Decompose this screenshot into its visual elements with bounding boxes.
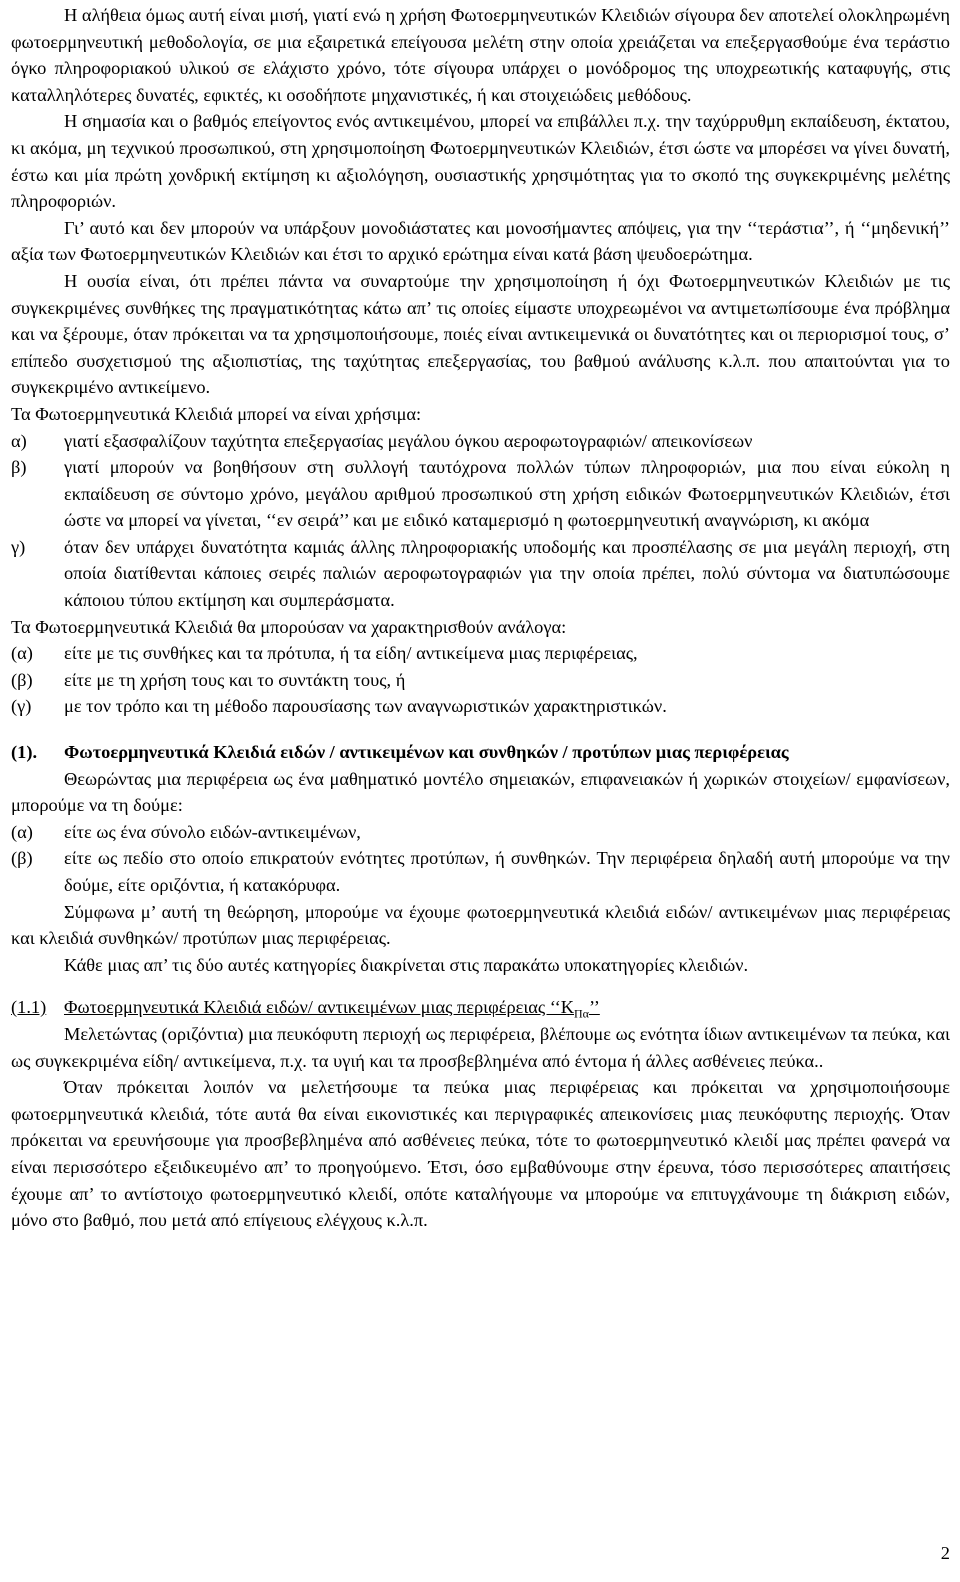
page-number: 2: [940, 1543, 950, 1563]
spacer: [11, 978, 950, 994]
list-item: [11, 667, 950, 694]
list-item: [11, 819, 950, 846]
characterize-intro: Τα Φωτοερμηνευτικά Κλειδιά θα μπορούσαν να χαρακτηρισθούν ανάλογα:: [11, 616, 567, 637]
paragraph: Θεωρώντας μια περιφέρεια ως ένα μαθηματικό μοντέλο σημειακών, επιφανειακών ή χωρικών στοιχείων/ εμφανίσεων, μπορούμε να τη δούμε:: [11, 768, 950, 816]
paragraph: Όταν πρόκειται λοιπόν να μελετήσουμε τα πεύκα μιας περιφέρειας και πρόκειται να χρησιμοποιήσουμε φωτοερμηνευτικά κλειδιά, τότε αυτά θα είναι εικονιστικές και περιγραφικές απεικονίσεις μιας πευκόφυτης περιοχής. Όταν πρόκειται να ερευνήσουμε για προσβεβλημένα από ασθένειες πεύκα, τότε το φωτοερμηνευτικό κλειδί μας πρέπει φανερά να είναι περισσότερο εξειδικευμένο απ’ το προηγούμενο. Έτσι, όσο εμβαθύνουμε στην έρευνα, τόσο περισσότερες απαιτήσεις έχουμε απ’ το αντίστοιχο φωτοερμηνευτικό κλειδί, οπότε καταλήγουμε να μπορούμε να επιτυγχάνουμε τη διάκριση ειδών, μόνο στο βαθμό, που μετά από επίγειους ελέγχους κ.λ.π.: [11, 1077, 950, 1231]
list-text: με τον τρόπο και τη μέθοδο παρουσίασης των αναγνωριστικών χαρακτηριστικών.: [64, 696, 667, 717]
spacer: [11, 720, 950, 739]
subsection-title-close: ’’: [588, 997, 600, 1018]
list-label: (α): [11, 643, 33, 664]
list-text: είτε με τη χρήση τους και το συντάκτη τους, ή: [64, 669, 406, 690]
list-item: [11, 534, 950, 614]
list-label: α): [11, 430, 27, 451]
list-label: γ): [11, 536, 26, 557]
list-text: είτε με τις συνθήκες και τα πρότυπα, ή τα είδη/ αντικείμενα μιας περιφέρειας,: [64, 643, 638, 664]
list-item: [11, 454, 950, 534]
list-text: όταν δεν υπάρχει δυνατότητα καμιάς άλλης πληροφοριακής υποδομής και προσπέλασης σε μια μεγάλη περιοχή, στη οποία διατίθενται κάποιες σειρές παλιών αεροφωτογραφιών για την οποία πρέπει, πολύ σύντομα να διατυπώσουμε κάποιου τύπου εκτίμηση και συμπεράσματα.: [64, 536, 950, 611]
subsection-title-subscript: Πα: [573, 1007, 589, 1022]
paragraph: Μελετώντας (οριζόντια) μια πευκόφυτη περιοχή ως περιφέρεια, βλέπουμε ως ενότητα ίδιων αντικειμένων τα πεύκα, και ως συγκεκριμένα είδη/ αντικείμενα, π.χ. τα υγιή και τα προσβεβλημένα από έντομα ή άλλες ασθένειες πεύκα..: [11, 1023, 950, 1071]
list-item: [11, 640, 950, 667]
subsection-title-text: Φωτοερμηνευτικά Κλειδιά ειδών/ αντικειμένων μιας περιφέρειας ‘‘Κ: [64, 997, 574, 1018]
section-heading: [11, 739, 950, 766]
section-title: Φωτοερμηνευτικά Κλειδιά ειδών / αντικειμένων και συνθηκών / προτύπων μιας περιφέρειας: [64, 742, 789, 763]
subsection-heading: [11, 994, 950, 1021]
list-text: γιατί εξασφαλίζουν ταχύτητα επεξεργασίας μεγάλου όγκου αεροφωτογραφιών/ απεικονίσεων: [64, 430, 753, 451]
subsection-title: [64, 994, 950, 1021]
list-label: (α): [11, 821, 33, 842]
paragraph: Σύμφωνα μ’ αυτή τη θεώρηση, μπορούμε να έχουμε φωτοερμηνευτικά κλειδιά ειδών/ αντικειμένων μιας περιφέρειας και κλειδιά συνθηκών/ προτύπων μιας περιφέρειας.: [11, 901, 950, 949]
list-item: [11, 693, 950, 720]
section-number: (1).: [11, 742, 38, 763]
list-text: είτε ως ένα σύνολο ειδών-αντικειμένων,: [64, 821, 361, 842]
list-label: β): [11, 457, 27, 478]
list-label: (β): [11, 848, 33, 869]
list-text: είτε ως πεδίο στο οποίο επικρατούν ενότητες προτύπων, ή συνθηκών. Την περιφέρεια δηλαδή αυτή μπορούμε να την δούμε, είτε οριζόντια, ή κατακόρυφα.: [64, 848, 950, 895]
paragraph: Γι’ αυτό και δεν μπορούν να υπάρξουν μονοδιάστατες και μονοσήμαντες απόψεις, για την ‘‘τεράστια’’, ή ‘‘μηδενική’’ αξία των Φωτοερμηνευτικών Κλειδιών και έτσι το αρχικό ερώτημα είναι κατά βάση ψευδοερώτημα.: [11, 217, 950, 265]
paragraph: Η σημασία και ο βαθμός επείγοντος ενός αντικειμένου, μπορεί να επιβάλλει π.χ. την ταχύρρυθμη εκπαίδευση, έκτατου, κι ακόμα, μη τεχνικού προσωπικού, στη χρησιμοποίηση Φωτοερμηνευτικών Κλειδιών, έτσι ώστε να μπορέσει να γίνει δυνατή, έστω και μία πρώτη χονδρική εκτίμηση κι αξιολόγηση, ουσιαστικής χρησιμότητας για το σκοπό της συγκεκριμένης μελέτης πληροφοριών.: [11, 111, 950, 212]
list-label: (γ): [11, 696, 32, 717]
paragraph: Η ουσία είναι, ότι πρέπει πάντα να συναρτούμε την χρησιμοποίηση ή όχι Φωτοερμηνευτικών Κλειδιών με τις συγκεκριμένες συνθήκες της πραγματικότητας κάτω απ’ τις οποίες είμαστε υποχρεωμένοι να αντιμετωπίσουμε ένα πρόβλημα και να ξέρουμε, όταν πρόκειται να τα χρησιμοποιήσουμε, ποιές είναι αντικειμενικά οι δυνατότητες και οι περιορισμοί τους, σ’ επίπεδο συσχετισμού της αξιοπιστίας, της ταχύτητας επεξεργασίας, του βαθμού ανάλυσης κ.λ.π. που απαιτούνται για το συγκεκριμένο αντικείμενο.: [11, 270, 950, 398]
list-text: γιατί μπορούν να βοηθήσουν στη συλλογή ταυτόχρονα πολλών τύπων πληροφοριών, μια που είναι εύκολη η εκπαίδευση σε σύντομο χρόνο, μεγάλου αριθμού προσωπικού στη χρήση ειδικών Φωτοερμηνευτικών Κλειδιών, έτσι ώστε να μπορεί να γίνεται, ‘‘εν σειρά’’ και με ειδικό καταμερισμό η φωτοερμηνευτική αναγνώριση, κι ακόμα: [64, 457, 950, 531]
list-item: [11, 428, 950, 455]
useful-intro: Τα Φωτοερμηνευτικά Κλειδιά μπορεί να είναι χρήσιμα:: [11, 403, 422, 424]
list-label: (β): [11, 669, 33, 690]
list-item: [11, 845, 950, 898]
paragraph: Κάθε μιας απ’ τις δύο αυτές κατηγορίες διακρίνεται στις παρακάτω υποκατηγορίες κλειδιών.: [64, 954, 749, 975]
subsection-number: (1.1): [11, 997, 47, 1018]
paragraph: Η αλήθεια όμως αυτή είναι μισή, γιατί ενώ η χρήση Φωτοερμηνευτικών Κλειδιών σίγουρα δεν αποτελεί ολοκληρωμένη φωτοερμηνευτική μεθοδολογία, σε μια εξαιρετικά επείγουσα μελέτη στην οποία χρειάζεται να επεξεργασθούμε ένα τεράστιο όγκο πληροφοριακού υλικού σε ελάχιστο χρόνο, τότε σίγουρα υπάρχει ο μονόδρομος της υποχρεωτικής καταφυγής, στις καταλληλότερες δυνατές, εφικτές, κι οσοδήποτε μηχανιστικές, ή και στοιχειώδεις μεθόδους.: [11, 5, 950, 105]
